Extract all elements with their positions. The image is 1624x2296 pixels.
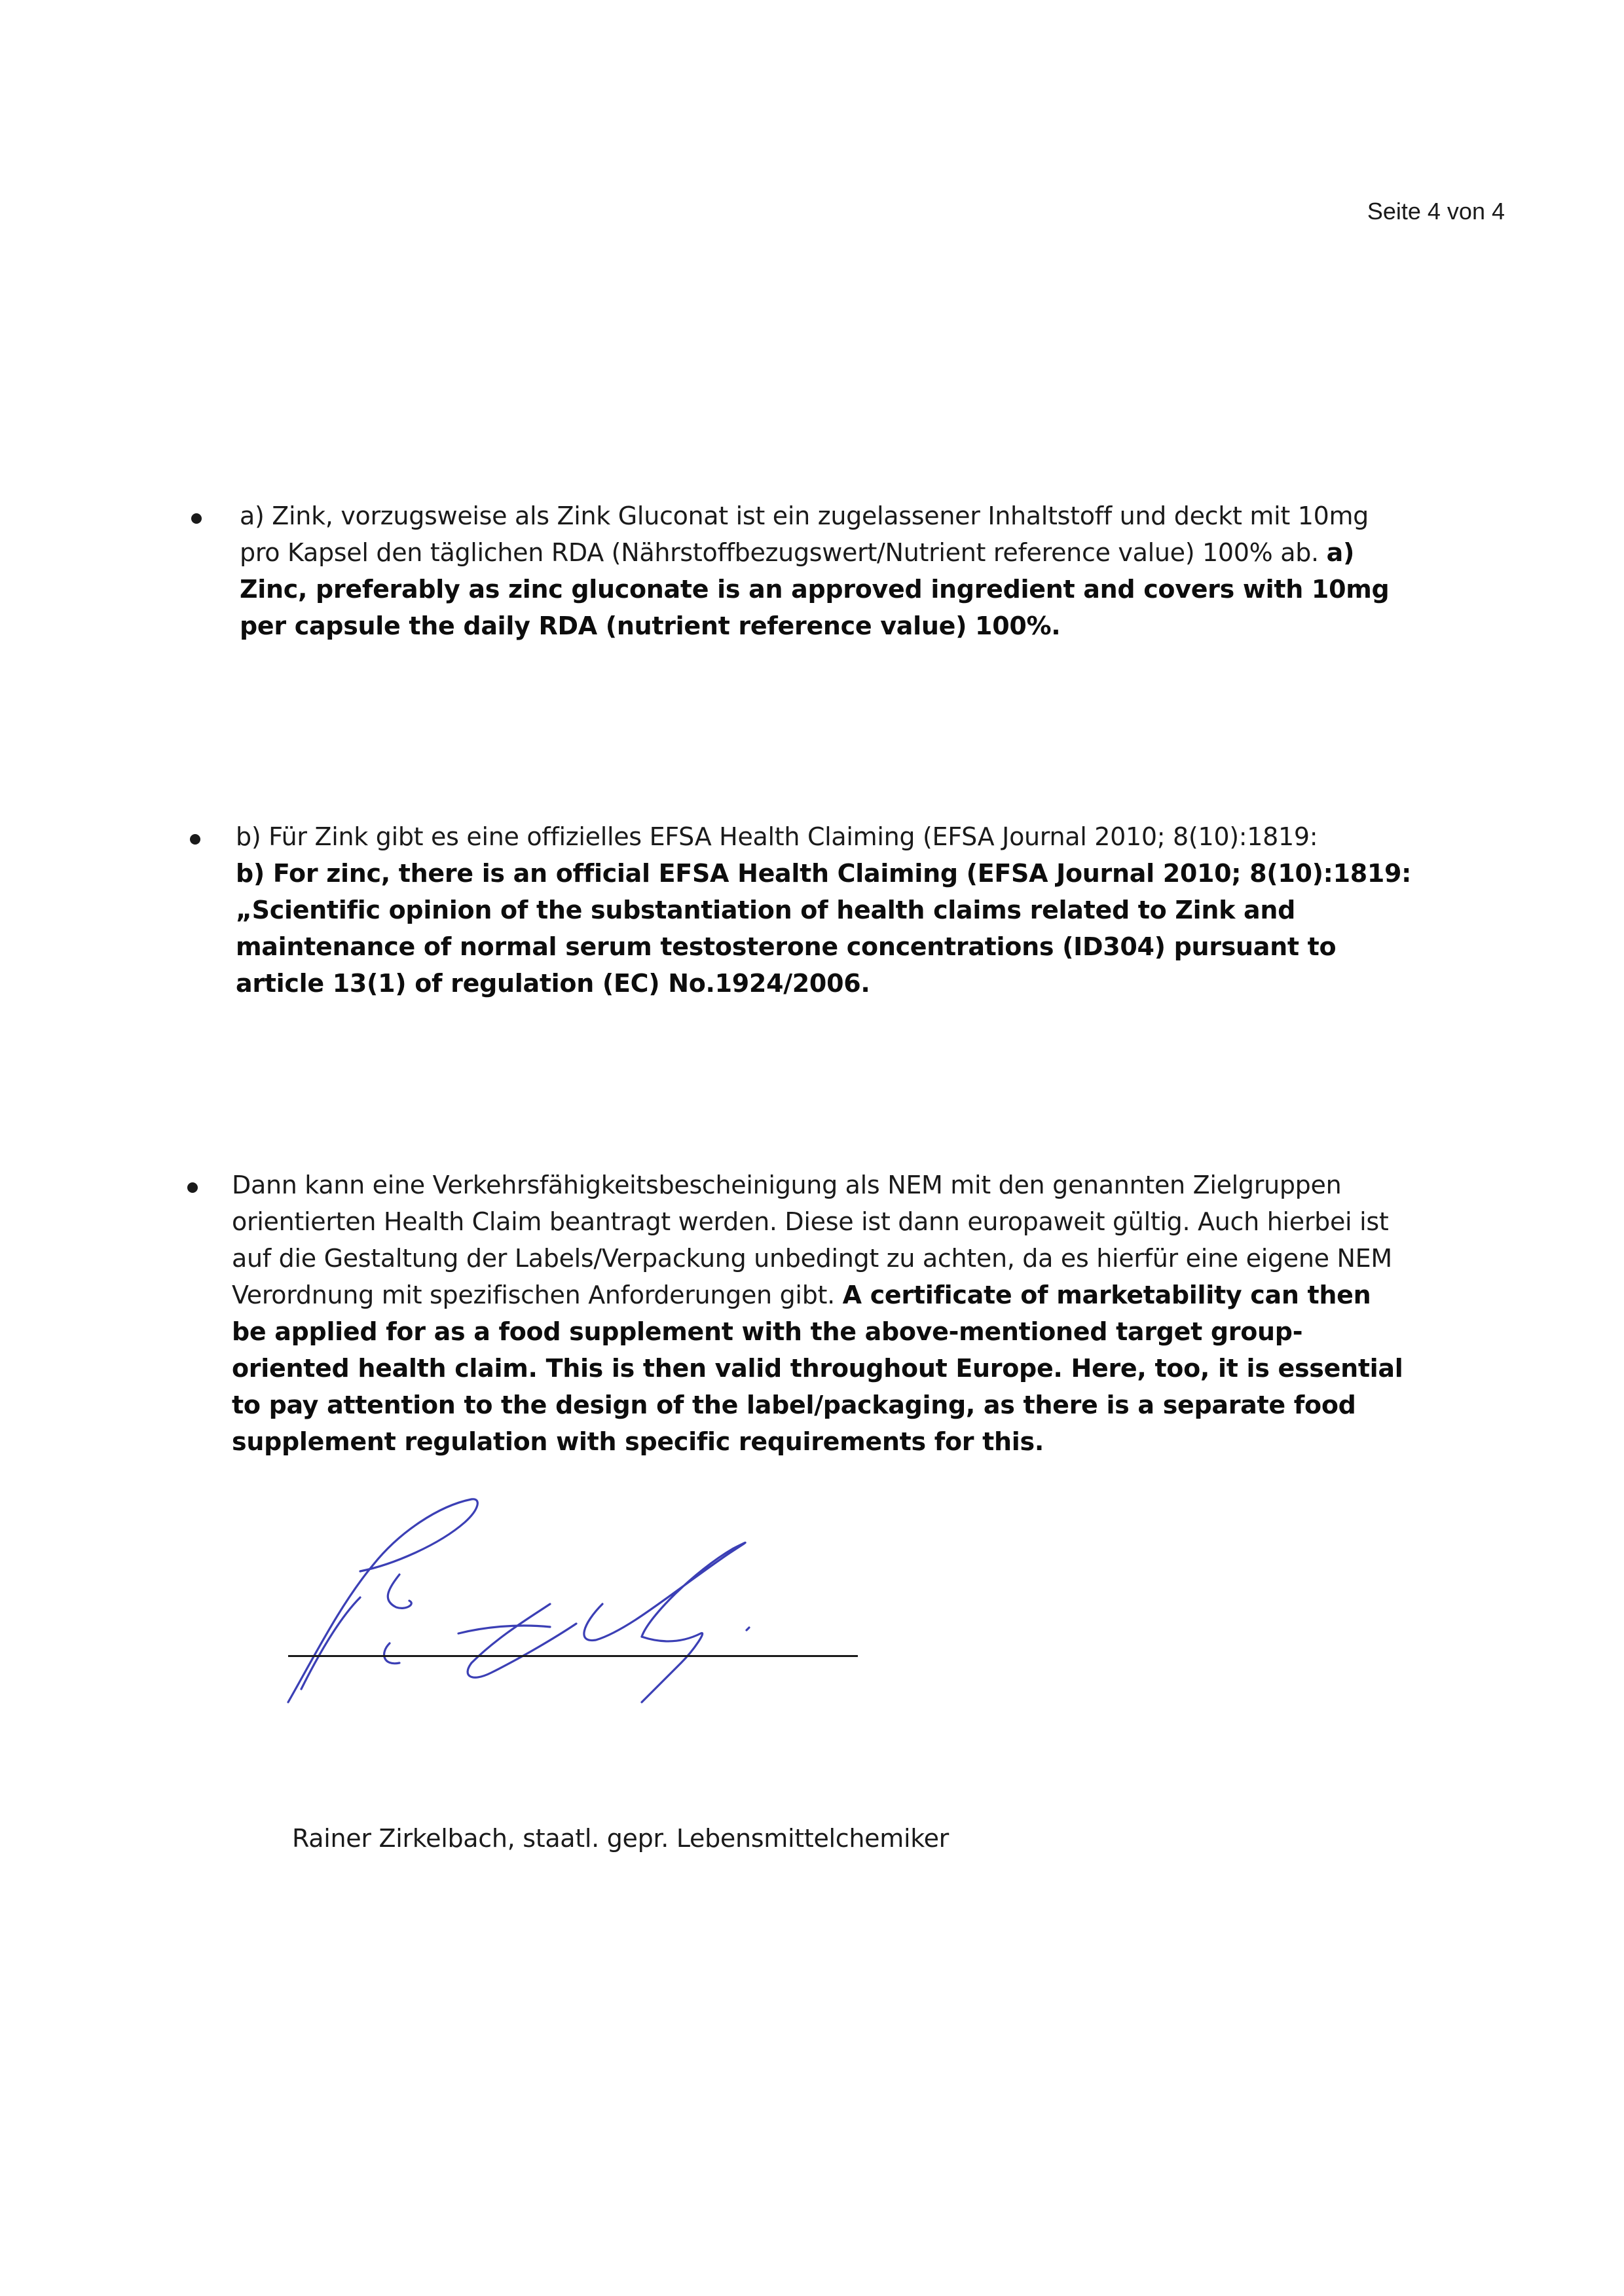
- english-text: a) Zinc, preferably as zinc gluconate is an approved ingredient and covers with 10mg per capsule the daily RDA (nutrient reference value) 100%.: [240, 538, 1390, 640]
- bullet-text: [240, 498, 1412, 644]
- page-number: Seite 4 von 4: [1367, 198, 1505, 225]
- bullet-text: [232, 1167, 1411, 1460]
- signature-line: [288, 1655, 858, 1657]
- english-text: b) For zinc, there is an official EFSA Health Claiming (EFSA Journal 2010; 8(10):1819: „Scientific opinion of the substantiation of health claims related to Zink and maintenance of normal serum testosterone concentrations (ID304) pursuant to article 13(1) of regulation (EC) No.1924/2006.: [236, 859, 1412, 998]
- bullet-icon: [190, 834, 200, 845]
- handwritten-signature: [275, 1493, 891, 1709]
- german-text: Dann kann eine Verkehrsfähigkeitsbescheinigung als NEM mit den genannten Zielgruppen orientierten Health Claim beantragt werden. Diese ist dann europaweit gültig. Auch hierbei ist auf die Gestaltung der Labels/Verpackung unbedingt zu achten, da es hierfür eine eigene NEM Verordnung mit spezifischen Anforderungen gibt.: [232, 1171, 1392, 1309]
- german-text: a) Zink, vorzugsweise als Zink Gluconat ist ein zugelassener Inhaltstoff und deckt mit 10mg pro Kapsel den täglichen RDA (Nährstoffbezugswert/Nutrient reference value) 100% ab.: [240, 501, 1369, 567]
- bullet-icon: [187, 1182, 198, 1193]
- german-text: b) Für Zink gibt es eine offizielles EFSA Health Claiming (EFSA Journal 2010; 8(10):1819:: [236, 822, 1318, 851]
- english-text: A certificate of marketability can then be applied for as a food supplement with the above-mentioned target group-oriented health claim. This is then valid throughout Europe. Here, too, it is essential to pay attention to the design of the label/packaging, as there is a separate food supplement regulation with specific requirements for this.: [232, 1281, 1403, 1456]
- bullet-icon: [191, 513, 202, 524]
- signer-name: Rainer Zirkelbach, staatl. gepr. Lebensmittelchemiker: [292, 1824, 949, 1853]
- bullet-text: [236, 818, 1428, 1002]
